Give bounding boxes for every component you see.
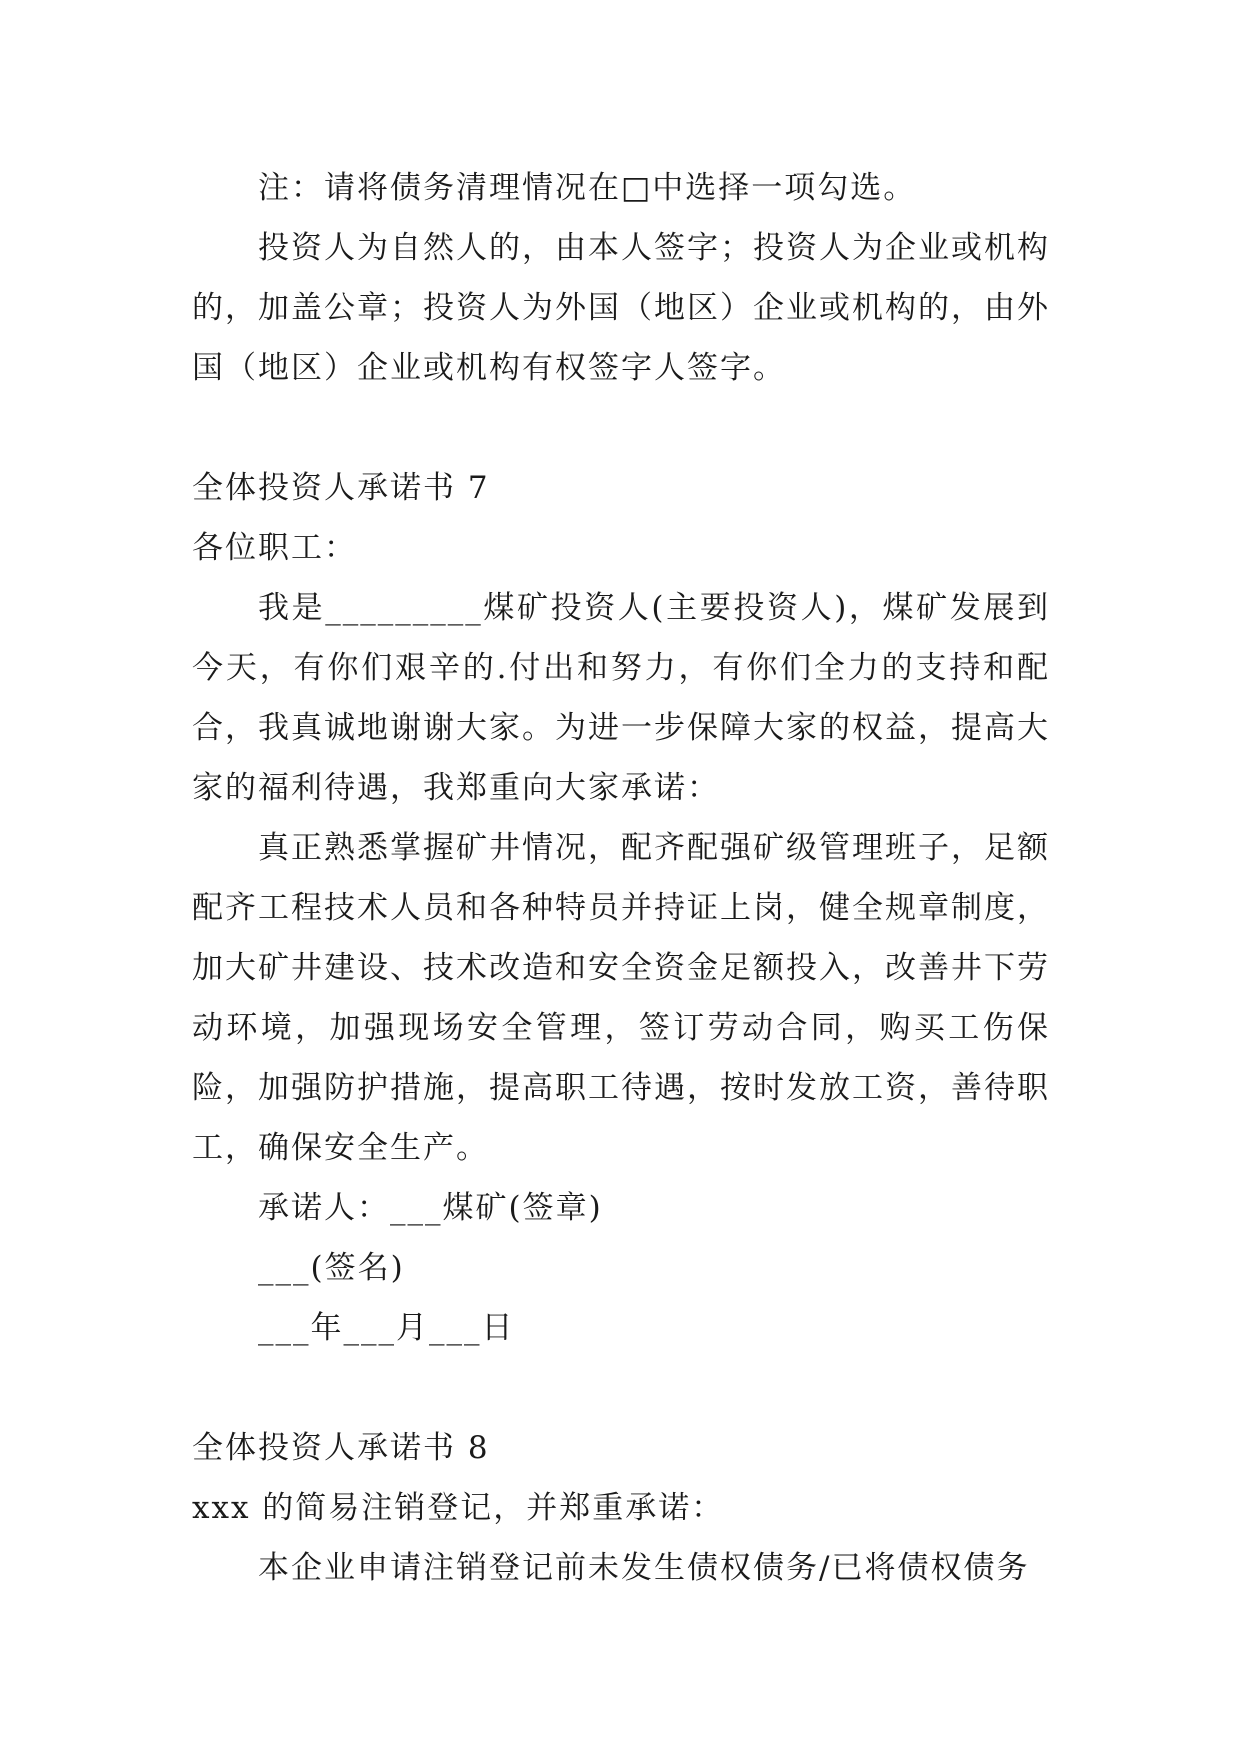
document-body (192, 158, 1050, 1598)
section-8-title: 全体投资人承诺书 8 (192, 1430, 490, 1466)
section-spacer (192, 398, 1050, 458)
section-7-signer: 承诺人：___煤矿(签章) (258, 1190, 603, 1226)
note-line-1: 注：请将债务清理情况在□中选择一项勾选。 (258, 170, 917, 206)
section-8-paragraph-1: 本企业申请注销登记前未发生债权债务/已将债权债务 (258, 1550, 1030, 1586)
section-spacer (192, 1358, 1050, 1418)
section-7-paragraph-2: 真正熟悉掌握矿井情况，配齐配强矿级管理班子，足额配齐工程技术人员和各种特员并持证上岗，健全规章制度，加大矿井建设、技术改造和安全资金足额投入，改善井下劳动环境，加强现场安全管理，签订劳动合同，购买工伤保险，加强防护措施，提高职工待遇，按时发放工资，善待职工，确保安全生产。 (192, 830, 1050, 1166)
section-7-date: ___年___月___日 (258, 1310, 515, 1346)
section-7-salutation: 各位职工： (192, 530, 357, 566)
section-8-intro: xxx 的简易注销登记，并郑重承诺： (192, 1490, 725, 1526)
section-7-title: 全体投资人承诺书 7 (192, 470, 490, 506)
section-7-signature: ___(签名) (258, 1250, 405, 1286)
note-line-2: 投资人为自然人的，由本人签字；投资人为企业或机构的，加盖公章；投资人为外国（地区）企业或机构的，由外国（地区）企业或机构有权签字人签字。 (192, 230, 1050, 386)
section-7-paragraph-1: 我是_________煤矿投资人(主要投资人)，煤矿发展到今天，有你们艰辛的.付出和努力，有你们全力的支持和配合，我真诚地谢谢大家。为进一步保障大家的权益，提高大家的福利待遇，我郑重向大家承诺： (192, 590, 1050, 806)
